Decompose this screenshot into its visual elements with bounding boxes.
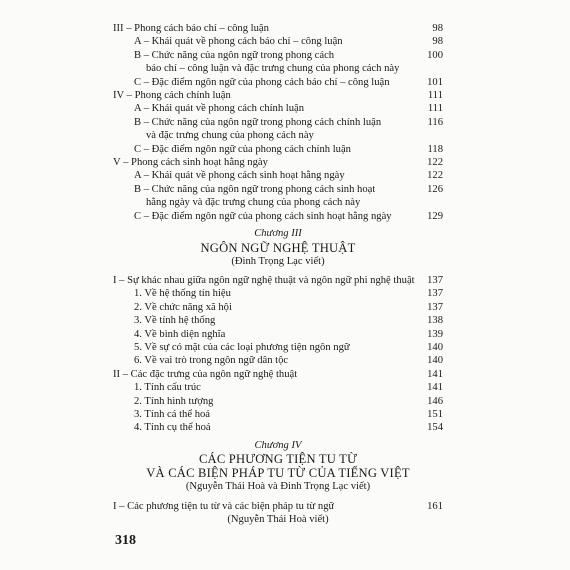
toc-entry: [113, 328, 443, 341]
toc-entry-text: 4. Tính cụ thể hoá: [134, 422, 211, 434]
toc-entry-page: 151: [427, 408, 443, 420]
toc-entry-text: 3. Về tính hệ thống: [134, 315, 216, 327]
toc-entry-page: 111: [427, 90, 443, 102]
toc-entry: [113, 210, 443, 223]
toc-entry-text: 5. Về sự có mặt của các loại phương tiện ngôn ngữ: [134, 341, 350, 353]
toc-entry-text: C – Đặc điểm ngôn ngữ của phong cách sinh hoạt hằng ngày: [134, 210, 392, 222]
toc-entry: [113, 381, 443, 394]
chapter-entries: [113, 274, 443, 435]
chapter-title-line-1: CÁC PHƯƠNG TIỆN TU TỪ: [198, 452, 358, 467]
toc-entry-page: 161: [427, 500, 443, 512]
chapter-title-line-2: VÀ CÁC BIỆN PHÁP TU TỪ CỦA TIẾNG VIỆT: [146, 466, 410, 481]
toc-entry: [113, 368, 443, 381]
toc-entry: [113, 274, 443, 287]
toc-entry-text: 6. Về vai trò trong ngôn ngữ dân tộc: [134, 355, 289, 367]
toc-entry-page: 122: [427, 157, 443, 169]
table-of-contents: [113, 22, 443, 532]
toc-entry-text: B – Chức năng của ngôn ngữ trong phong cách: [134, 49, 335, 61]
toc-entry-page: 138: [427, 315, 443, 327]
chapter-author: (Nguyễn Thái Hoà và Đinh Trọng Lạc viết): [185, 481, 371, 493]
toc-entry-text: A – Khái quát về phong cách chính luận: [134, 103, 305, 115]
chapter-label: Chương IV: [254, 439, 302, 451]
entry-author: (Nguyễn Thái Hoà viết): [227, 514, 329, 525]
toc-entry: [113, 421, 443, 434]
toc-entry: [113, 408, 443, 421]
toc-entry-page: 98: [432, 36, 443, 48]
toc-entry-text: báo chí – công luận và đặc trưng chung của phong cách này: [146, 63, 400, 75]
toc-entry-page: 116: [427, 116, 443, 128]
toc-entry: [113, 116, 443, 129]
toc-entry-continuation: [113, 196, 443, 209]
toc-entry: [113, 500, 443, 513]
toc-entry: [113, 49, 443, 62]
chapter-author: (Đinh Trọng Lạc viết): [231, 255, 325, 267]
toc-entry-text: C – Đặc điểm ngôn ngữ của phong cách báo chí – công luận: [134, 76, 390, 88]
toc-entry-continuation: [113, 129, 443, 142]
toc-entry-text: III – Phong cách báo chí – công luận: [113, 23, 269, 34]
toc-entry: [113, 341, 443, 354]
toc-entry-text: A – Khái quát về phong cách báo chí – công luận: [134, 36, 343, 48]
toc-entry-page: 137: [427, 288, 443, 300]
toc-entry-text: 2. Tính hình tượng: [134, 395, 214, 407]
toc-entry-page: 137: [427, 274, 443, 286]
toc-entry: [113, 287, 443, 300]
toc-entry-text: I – Sự khác nhau giữa ngôn ngữ nghệ thuật và ngôn ngữ phi nghệ thuật: [113, 274, 415, 286]
toc-entry-text: 1. Tính cấu trúc: [134, 382, 201, 394]
toc-entry-text: V – Phong cách sinh hoạt hằng ngày: [113, 157, 268, 169]
toc-entry: [113, 395, 443, 408]
toc-entry-text: II – Các đặc trưng của ngôn ngữ nghệ thuật: [113, 368, 298, 380]
toc-entry-text: 3. Tính cá thể hoá: [134, 408, 210, 420]
toc-entry-page: 139: [427, 328, 443, 340]
chapter-label: Chương III: [254, 228, 302, 240]
toc-entry-text: hằng ngày và đặc trưng chung của phong cách này: [146, 197, 361, 209]
toc-entry-text: B – Chức năng của ngôn ngữ trong phong cách sinh hoạt: [134, 183, 376, 195]
toc-entry: [113, 102, 443, 115]
toc-entry-page: 100: [427, 49, 443, 61]
toc-entry-page: 146: [427, 395, 443, 407]
toc-entry: [113, 76, 443, 89]
toc-entry: [113, 156, 443, 169]
toc-entry-text: B – Chức năng của ngôn ngữ trong phong cách chính luận: [134, 116, 382, 128]
toc-entry: [113, 143, 443, 156]
toc-entry-text: 1. Về hệ thống tín hiệu: [134, 288, 231, 300]
toc-entry-page: 140: [427, 341, 443, 353]
toc-entry: [113, 301, 443, 314]
toc-entry-page: 141: [427, 368, 443, 380]
toc-entry: [113, 22, 443, 35]
toc-entry-page: 122: [427, 170, 443, 182]
toc-entry: [113, 89, 443, 102]
toc-entry: [113, 314, 443, 327]
toc-entry-text: và đặc trưng chung của phong cách này: [146, 130, 314, 142]
toc-entry: [113, 35, 443, 48]
toc-entry-page: 98: [432, 23, 443, 34]
toc-entry-text: I – Các phương tiện tu từ và các biện pháp tu từ ngữ: [113, 500, 335, 512]
toc-entry: [113, 183, 443, 196]
toc-entry-page: 118: [427, 143, 443, 155]
page-number: 318: [115, 533, 136, 548]
chapter-title: NGÔN NGỮ NGHỆ THUẬT: [200, 240, 356, 255]
toc-entry-text: A – Khái quát về phong cách sinh hoạt hằng ngày: [134, 170, 345, 182]
toc-entry-page: 154: [427, 422, 443, 434]
toc-entry-page: 111: [427, 103, 443, 115]
toc-entry-text: IV – Phong cách chính luận: [113, 90, 231, 102]
toc-entry-text: C – Đặc điểm ngôn ngữ của phong cách chính luận: [134, 143, 351, 155]
toc-entry-text: 2. Về chức năng xã hội: [134, 301, 232, 313]
toc-entry: [113, 169, 443, 182]
toc-entry-page: 126: [427, 183, 443, 195]
toc-entry-page: 101: [427, 76, 443, 88]
toc-entry-page: 140: [427, 355, 443, 367]
toc-entry-page: 129: [427, 210, 443, 222]
toc-entry-text: 4. Về bình diện nghĩa: [134, 328, 226, 340]
toc-entry: [113, 354, 443, 367]
toc-entry-continuation: [113, 62, 443, 75]
toc-entry-page: 141: [427, 382, 443, 394]
toc-entry-page: 137: [427, 301, 443, 313]
